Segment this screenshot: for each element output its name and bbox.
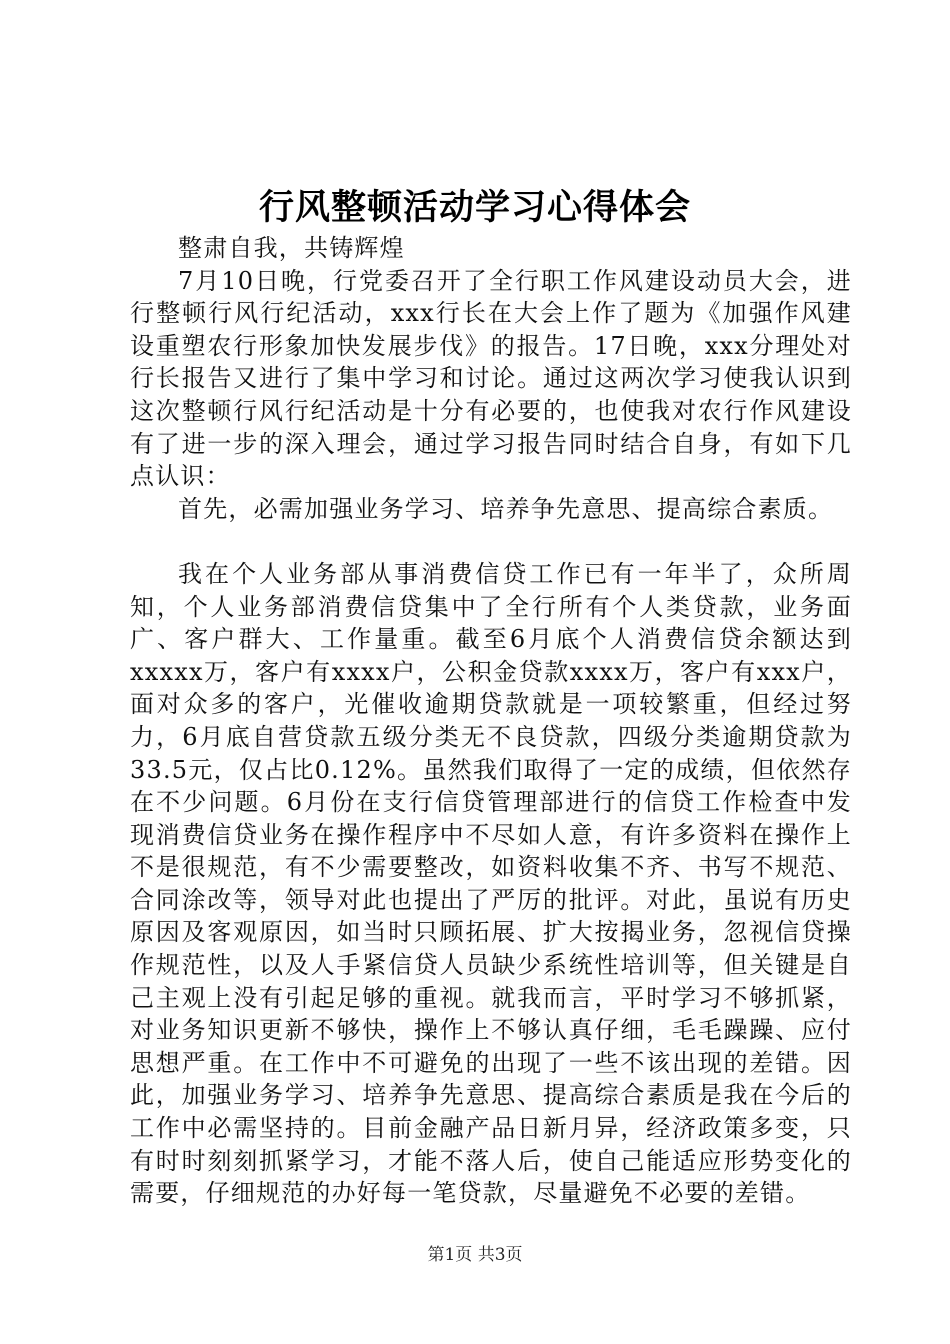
- document-body: [130, 232, 852, 1210]
- intro-paragraph: 7月10日晚，行党委召开了全行职工作风建设动员大会，进行整顿行风行纪活动，xxx行长在大会上作了题为《加强作风建设重塑农行形象加快发展步伐》的报告。17日晚，xxx分理处对行长报告又进行了集中学习和讨论。通过这两次学习使我认识到这次整顿行风行纪活动是十分有必要的，也使我对农行作风建设有了进一步的深入理会，通过学习报告同时结合自身，有如下几点认识：: [130, 266, 852, 491]
- point-heading-paragraph: 首先，必需加强业务学习、培养争先意思、提高综合素质。: [178, 494, 834, 523]
- document-title: 行风整顿活动学习心得体会: [258, 187, 691, 228]
- page-number-footer: 第1页 共3页: [427, 1245, 523, 1265]
- subtitle-paragraph: 整肃自我，共铸辉煌: [178, 234, 405, 262]
- body-paragraph: 我在个人业务部从事消费信贷工作已有一年半了，众所周知，个人业务部消费信贷集中了全行所有个人类贷款，业务面广、客户群大、工作量重。截至6月底个人消费信贷余额达到xxxxx万，客户有xxxx户，公积金贷款xxxx万，客户有xxx户，面对众多的客户，光催收逾期贷款就是一项较繁重，但经过努力，6月底自营贷款五级分类无不良贷款，四级分类逾期贷款为33.5元，仅占比0.12%。虽然我们取得了一定的成绩，但依然存在不少问题。6月份在支行信贷管理部进行的信贷工作检查中发现消费信贷业务在操作程序中不尽如人意，有许多资料在操作上不是很规范，有不少需要整改，如资料收集不齐、书写不规范、合同涂改等，领导对此也提出了严厉的批评。对此，虽说有历史原因及客观原因，如当时只顾拓展、扩大按揭业务，忽视信贷操作规范性，以及人手紧信贷人员缺少系统性培训等，但关键是自己主观上没有引起足够的重视。就我而言，平时学习不够抓紧，对业务知识更新不够快，操作上不够认真仔细，毛毛躁躁、应付思想严重。在工作中不可避免的出现了一些不该出现的差错。因此，加强业务学习、培养争先意思、提高综合素质是我在今后的工作中必需坚持的。目前金融产品日新月异，经济政策多变，只有时时刻刻抓紧学习，才能不落人后，使自己能适应形势变化的需要，仔细规范的办好每一笔贷款，尽量避免不必要的差错。: [130, 559, 852, 1208]
